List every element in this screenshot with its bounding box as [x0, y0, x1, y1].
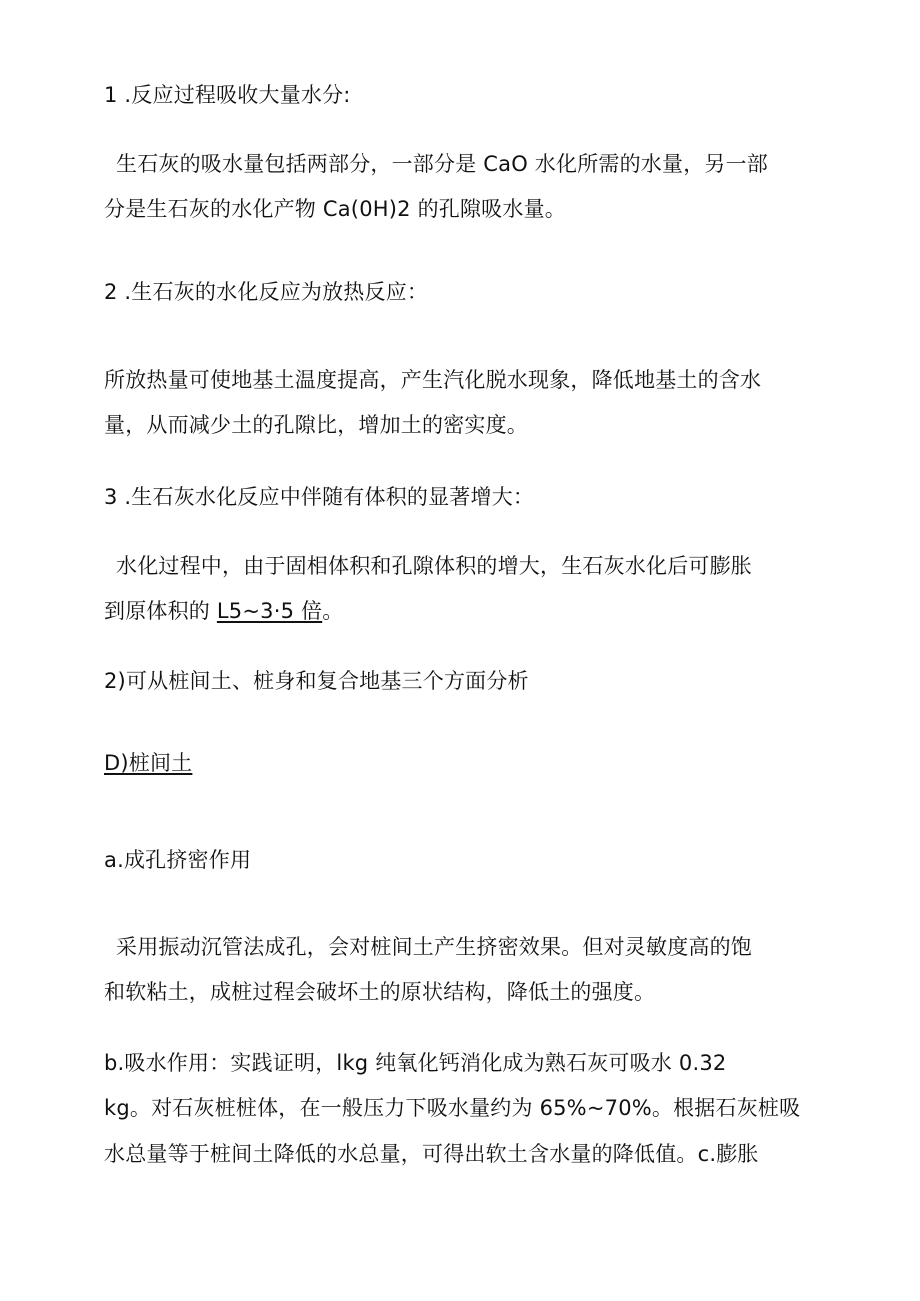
item1-body-line1: 生石灰的吸水量包括两部分，一部分是 CaO 水化所需的水量，另一部: [116, 152, 769, 176]
item1-body-line2: 分是生石灰的水化产物 Ca(0H)2 的孔隙吸水量。: [104, 197, 566, 221]
section2-heading: 2)可从桩间土、桩身和复合地基三个方面分析: [104, 669, 529, 693]
item2-heading: 2 .生石灰的水化反应为放热反应：: [104, 280, 429, 304]
item3-body-line2: [104, 596, 343, 626]
point-b-line3: 水总量等于桩间土降低的水总量，可得出软土含水量的降低值。c.膨胀: [104, 1142, 759, 1166]
item2-body-line2: 量，从而减少土的孔隙比，增加土的密实度。: [104, 413, 528, 437]
point-a-heading: a.成孔挤密作用: [104, 848, 252, 872]
point-a-body-line2: 和软粘土，成桩过程会破坏土的原状结构，降低土的强度。: [104, 980, 656, 1004]
item3-body-line1: 水化过程中，由于固相体积和孔隙体积的增大，生石灰水化后可膨胀: [116, 554, 752, 578]
subsection-heading: D)桩间土: [104, 751, 193, 775]
point-b-line1: b.吸水作用：实践证明，lkg 纯氧化钙消化成为熟石灰可吸水 0.32: [104, 1051, 727, 1075]
item2-body-line1: 所放热量可使地基土温度提高，产生汽化脱水现象，降低地基土的含水: [104, 368, 762, 392]
point-a-body-line1: 采用振动沉管法成孔，会对桩间土产生挤密效果。但对灵敏度高的饱: [116, 935, 752, 959]
multiplier-underlined: L5~3·5 倍: [216, 599, 323, 623]
item3-body-line2-prefix: 到原体积的: [104, 599, 217, 623]
item3-heading: 3 .生石灰水化反应中伴随有体积的显著增大：: [104, 485, 535, 509]
item1-heading: 1 .反应过程吸收大量水分:: [104, 83, 351, 107]
point-b-line2: kg。对石灰桩桩体，在一般压力下吸水量约为 65%~70%。根据石灰桩吸: [104, 1096, 801, 1120]
item3-body-line2-suffix: 。: [322, 599, 344, 623]
